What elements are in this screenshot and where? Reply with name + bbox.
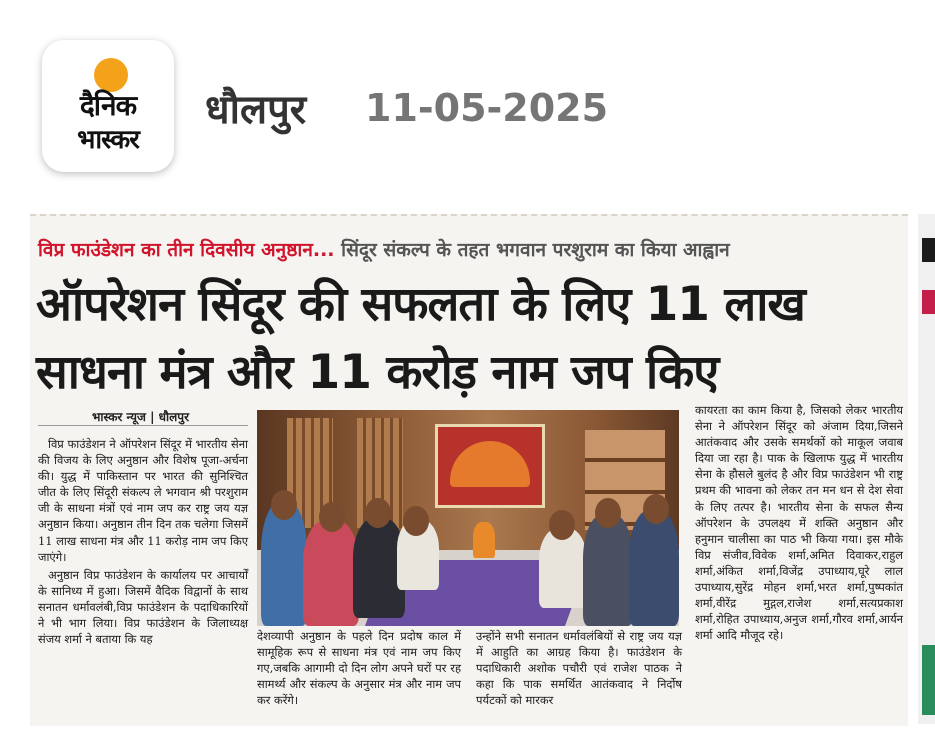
- adjacent-page-mark: [922, 645, 935, 715]
- logo-text-line1: दैनिक: [79, 89, 137, 122]
- article-column-3: [476, 628, 682, 710]
- adjacent-page-mark: [922, 290, 935, 314]
- photo-person-head: [595, 498, 621, 528]
- edition-city: धौलपुर: [205, 87, 307, 133]
- photo-banner: [435, 424, 545, 508]
- column-1-paragraph-2: अनुष्ठान विप्र फाउंडेशन के कार्यालय पर आचार्यों के सानिध्य में हुआ। जिसमें वैदिक विद्वानों के साथ सनातन धर्मावलंबी,विप्र फाउंडेशन के पदाधिकारियों ने भी भाग लिया। विप्र फाउंडेशन के जिलाध्यक्ष संजय शर्मा ने बताया कि यह: [38, 567, 248, 647]
- headline-line-1: ऑपरेशन सिंदूर की सफलता के लिए 11 लाख: [36, 277, 805, 332]
- edition-date: 11-05-2025: [365, 86, 609, 130]
- byline-divider: [38, 425, 248, 426]
- photo-person: [583, 514, 633, 626]
- kicker-highlight: विप्र फाउंडेशन का तीन दिवसीय अनुष्ठान...: [38, 239, 335, 261]
- column-4-paragraph: कायरता का काम किया है, जिसको लेकर भारतीय सेना ने ऑपरेशन सिंदूर को अंजाम दिया,जिसने आतंकवाद और उसके समर्थकों को माकूल जवाब दिया जा रहा है। पाक के खिलाफ युद्ध में भारतीय सेना के हौसले बुलंद है और विप्र फाउंडेशन भी राष्ट्र प्रथम की भावना को लेकर तन मन धन से देश सेवा के लिए तत्पर है। भारतीय सेना के सफल सैन्य ऑपरेशन के उपलक्ष्य में शक्ति अनुष्ठान और हनुमान चालीसा का पाठ भी किया गया। इस मौके विप्र संजीव,विवेक शर्मा,अमित दिवाकर,राहुल शर्मा,अंकित शर्मा,विजेंद्र उपाध्याय,घूरे लाल उपाध्याय,सुरेंद्र मोहन शर्मा,भरत शर्मा,पुष्पकांत शर्मा,वीरेंद्र मुद्गल,राजेश शर्मा,सत्यप्रकाश शर्मा,रोहित उपाध्याय,अनुज शर्मा,गौरव शर्मा,आर्यन शर्मा आदि मौजूद रहे।: [695, 403, 903, 643]
- column-1-paragraph-1: विप्र फाउंडेशन ने ऑपरेशन सिंदूर में भारतीय सेना की विजय के लिए अनुष्ठान और विशेष पूजा-अर्चना की। युद्ध में पाकिस्तान पर भारत की सुनिश्चित जीत के लिए सिंदूरी संकल्प ले भगवान श्री परशुराम जी के साधना मंत्रों एवं नाम जप कर राष्ट्र जय यज्ञ अनुष्ठान किया। अनुष्ठान तीन दिन तक चलेगा जिसमें 11 लाख साधना मंत्र और 11 करोड़ नाम जप किए जाएंगे।: [38, 437, 248, 564]
- article-column-4: [695, 402, 903, 645]
- page-header: [0, 0, 935, 200]
- article-column-1: [38, 436, 248, 649]
- photo-person-head: [643, 494, 669, 524]
- photo-person-head: [549, 510, 575, 540]
- column-3-paragraph: उन्होंने सभी सनातन धर्मावलंबियों से राष्ट्र जय यज्ञ में आहुति का आग्रह किया है। फाउंडेशन के पदाधिकारी अशोक पचौरी एवं राजेश पाठक ने कहा कि पाक समर्थित आतंकवाद ने निर्दोष पर्यटकों को मारकर: [476, 629, 682, 708]
- logo-text-line2: भास्कर: [77, 125, 139, 155]
- photo-person-head: [319, 502, 345, 532]
- dainik-bhaskar-logo: [42, 40, 174, 172]
- article-photo: [257, 410, 679, 626]
- photo-person: [629, 510, 679, 626]
- photo-person: [303, 520, 359, 626]
- article-kicker: [38, 236, 898, 262]
- photo-person-head: [403, 506, 429, 536]
- photo-person: [539, 528, 587, 608]
- photo-priest: [473, 522, 495, 558]
- kicker-subtext: सिंदूर संकल्प के तहत भगवान परशुराम का किया आह्वान: [334, 239, 730, 261]
- headline-line-2: साधना मंत्र और 11 करोड़ नाम जप किए: [36, 345, 719, 400]
- photo-person-head: [271, 490, 297, 520]
- byline: भास्कर न्यूज | धौलपुर: [92, 410, 190, 424]
- photo-person: [261, 502, 307, 626]
- column-2-paragraph: देशव्यापी अनुष्ठान के पहले दिन प्रदोष काल में सामूहिक रूप से साधना मंत्र एवं नाम जप किए गए,जबकि आगामी दो दिन लोग अपने घरों पर रह सामर्थ्य और संकल्प के अनुसार मंत्र और नाम जप कर करेंगे।: [257, 629, 461, 708]
- photo-person-head: [365, 498, 391, 528]
- adjacent-page-mark: [922, 238, 935, 262]
- article-column-2: [257, 628, 461, 710]
